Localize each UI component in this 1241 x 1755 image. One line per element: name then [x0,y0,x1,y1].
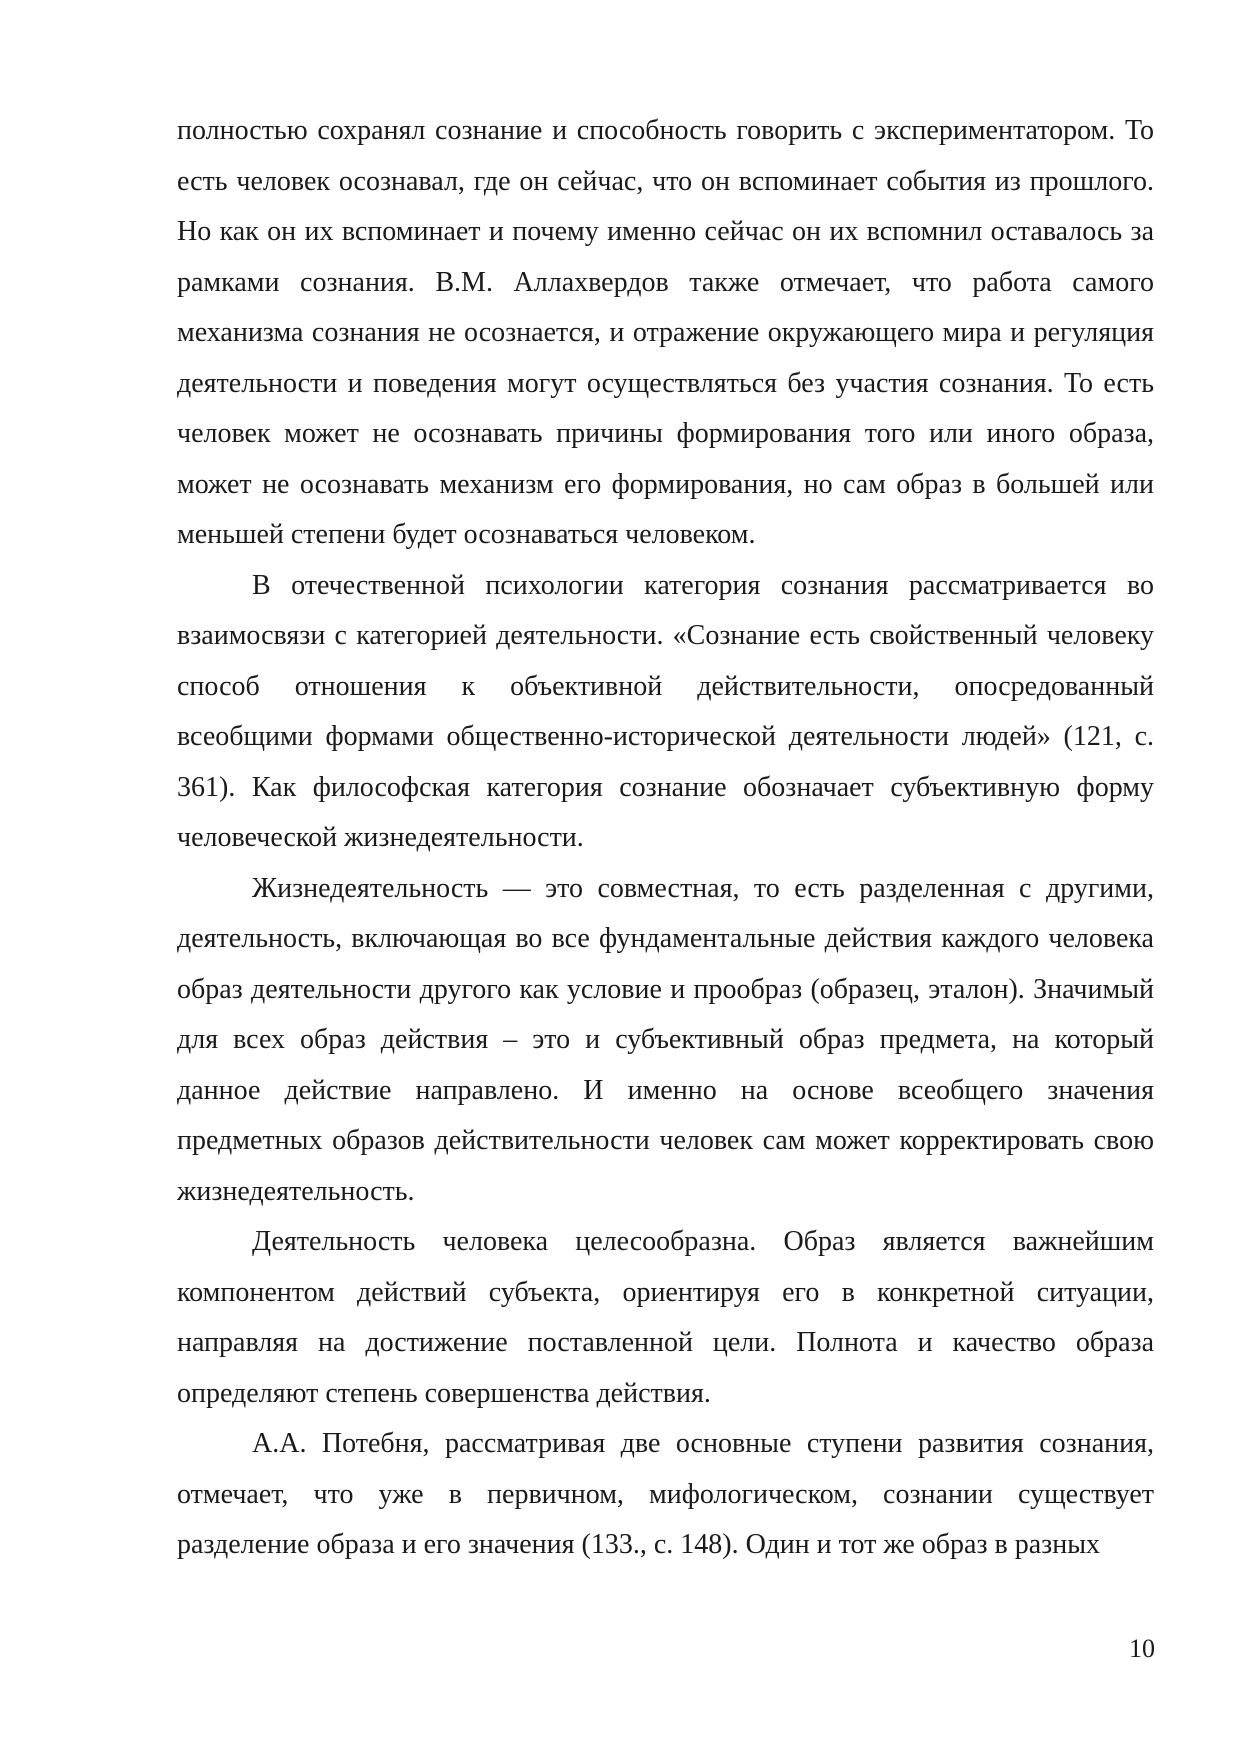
paragraph-consciousness-category: В отечественной психологии категория сознания рассматривается во взаимосвязи с категорией деятельности. «Сознание есть свойственный человеку способ отношения к объективной действительности, опосредованный всеобщими формами общественно-исторической деятельности людей» (121, с. 361). Как философская категория сознание обозначает субъективную форму человеческой жизнедеятельности. [177,569,1154,853]
paragraph-purposeful-activity: Деятельность человека целесообразна. Образ является важнейшим компонентом действий субъекта, ориентируя его в конкретной ситуации, направляя на достижение поставленной цели. Полнота и качество образа определяют степень совершенства действия. [177,1226,1154,1409]
paragraph-potebnya: А.А. Потебня, рассматривая две основные ступени развития сознания, отмечает, что уже в первичном, мифологическом, сознании существует разделение образа и его значения (133., с. 148). Один и тот же образ в разных [177,1428,1154,1560]
body-text [177,106,1154,1571]
page-number: 10 [1129,1634,1155,1663]
paragraph-life-activity: Жизнедеятельность — это совместная, то есть разделенная с другими, деятельность, включающая во все фундаментальные действия каждого человека образ деятельности другого как условие и прообраз (образец, эталон). Значимый для всех образ действия – это и субъективный образ предмета, на который данное действие направлено. И именно на основе всеобщего значения предметных образов действительности человек сам может корректировать свою жизнедеятельность. [177,872,1154,1207]
paragraph-continuation: полностью сохранял сознание и способность говорить с экспериментатором. То есть человек осознавал, где он сейчас, что он вспоминает события из прошлого. Но как он их вспоминает и почему именно сейчас он их вспомнил оставалось за рамками сознания. В.М. Аллахвердов также отмечает, что работа самого механизма сознания не осознается, и отражение окружающего мира и регуляция деятельности и поведения могут осуществляться без участия сознания. То есть человек может не осознавать причины формирования того или иного образа, может не осознавать механизм его формирования, но сам образ в большей или меньшей степени будет осознаваться человеком. [177,115,1154,550]
